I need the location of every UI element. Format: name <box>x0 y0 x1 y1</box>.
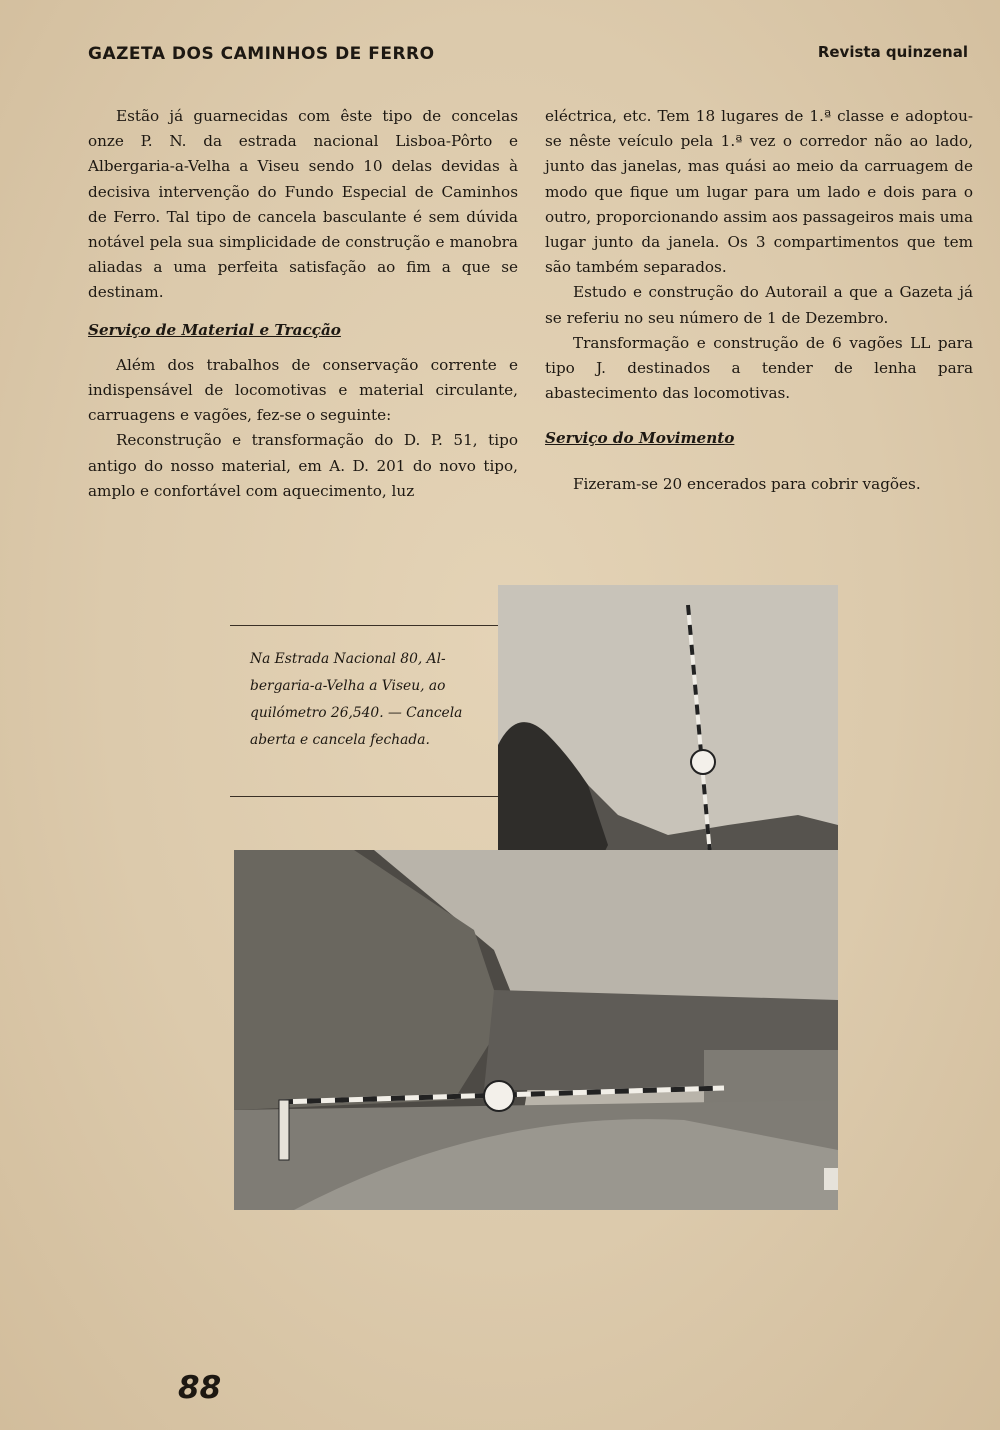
paragraph: Estudo e construção do Autorail a que a Gazeta já se referiu no seu número de 1 de Dezembro. <box>545 283 973 327</box>
caption-line: bergaria-a-Velha a Viseu, ao <box>250 678 446 694</box>
paragraph: Reconstrução e transformação do D. P. 51, tipo antigo do nosso material, em A. D. 201 do novo tipo, amplo e confortável com aquecimento, luz <box>88 431 518 500</box>
left-column <box>88 104 518 504</box>
magazine-subtitle: Revista quinzenal <box>817 43 968 61</box>
paragraph: Fizeram-se 20 encerados para cobrir vagões. <box>573 474 921 493</box>
paragraph: Além dos trabalhos de conservação corrente e indispensável de locomotivas e material circulante, carruagens e vagões, fez-se o seguinte: <box>88 355 518 425</box>
paragraph: Transformação e construção de 6 vagões LL para tipo J. destinados a tender de lenha para abastecimento das locomotivas. <box>545 333 973 403</box>
page-number: 88 <box>178 1370 222 1406</box>
section-heading-movimento: Serviço do Movimento <box>545 429 735 448</box>
spacer <box>88 343 518 353</box>
caption-line: Na Estrada Nacional 80, Al- <box>250 651 446 667</box>
caption-line: aberta e cancela fechada. <box>250 732 430 748</box>
paragraph: Estão já guarnecidas com êste tipo de concelas onze P. N. da estrada nacional Lisboa-Pôrto e Albergaria-a-Velha a Viseu sendo 10 delas devidas à decisiva intervenção do Fundo Especial de Caminhos de Ferro. Tal tipo de cancela basculante é sem dúvida notável pela sua simplicidade de construção e manobra aliadas a uma perfeita satisfação ao fim a que se destinam. <box>88 107 518 302</box>
photo-caption <box>230 625 498 797</box>
magazine-title: GAZETA DOS CAMINHOS DE FERRO <box>88 44 435 64</box>
spacer <box>545 452 973 472</box>
spacer <box>545 406 973 426</box>
spacer <box>88 306 518 318</box>
caption-line: quilómetro 26,540. — Cancela <box>250 705 463 721</box>
photo-barrier-closed <box>234 850 838 1210</box>
caption-text <box>250 646 490 754</box>
right-column <box>545 104 973 497</box>
section-heading-material: Serviço de Material e Tracção <box>88 320 341 339</box>
paragraph: eléctrica, etc. Tem 18 lugares de 1.ª classe e adoptou-se nêste veículo pela 1.ª vez o corredor não ao lado, junto das janelas, mas quási ao meio da carruagem de modo que fique um lugar para um lado e dois para o outro, proporcionando assim aos passageiros mais uma lugar junto da janela. Os 3 compartimentos que tem são também separados. <box>545 107 973 277</box>
